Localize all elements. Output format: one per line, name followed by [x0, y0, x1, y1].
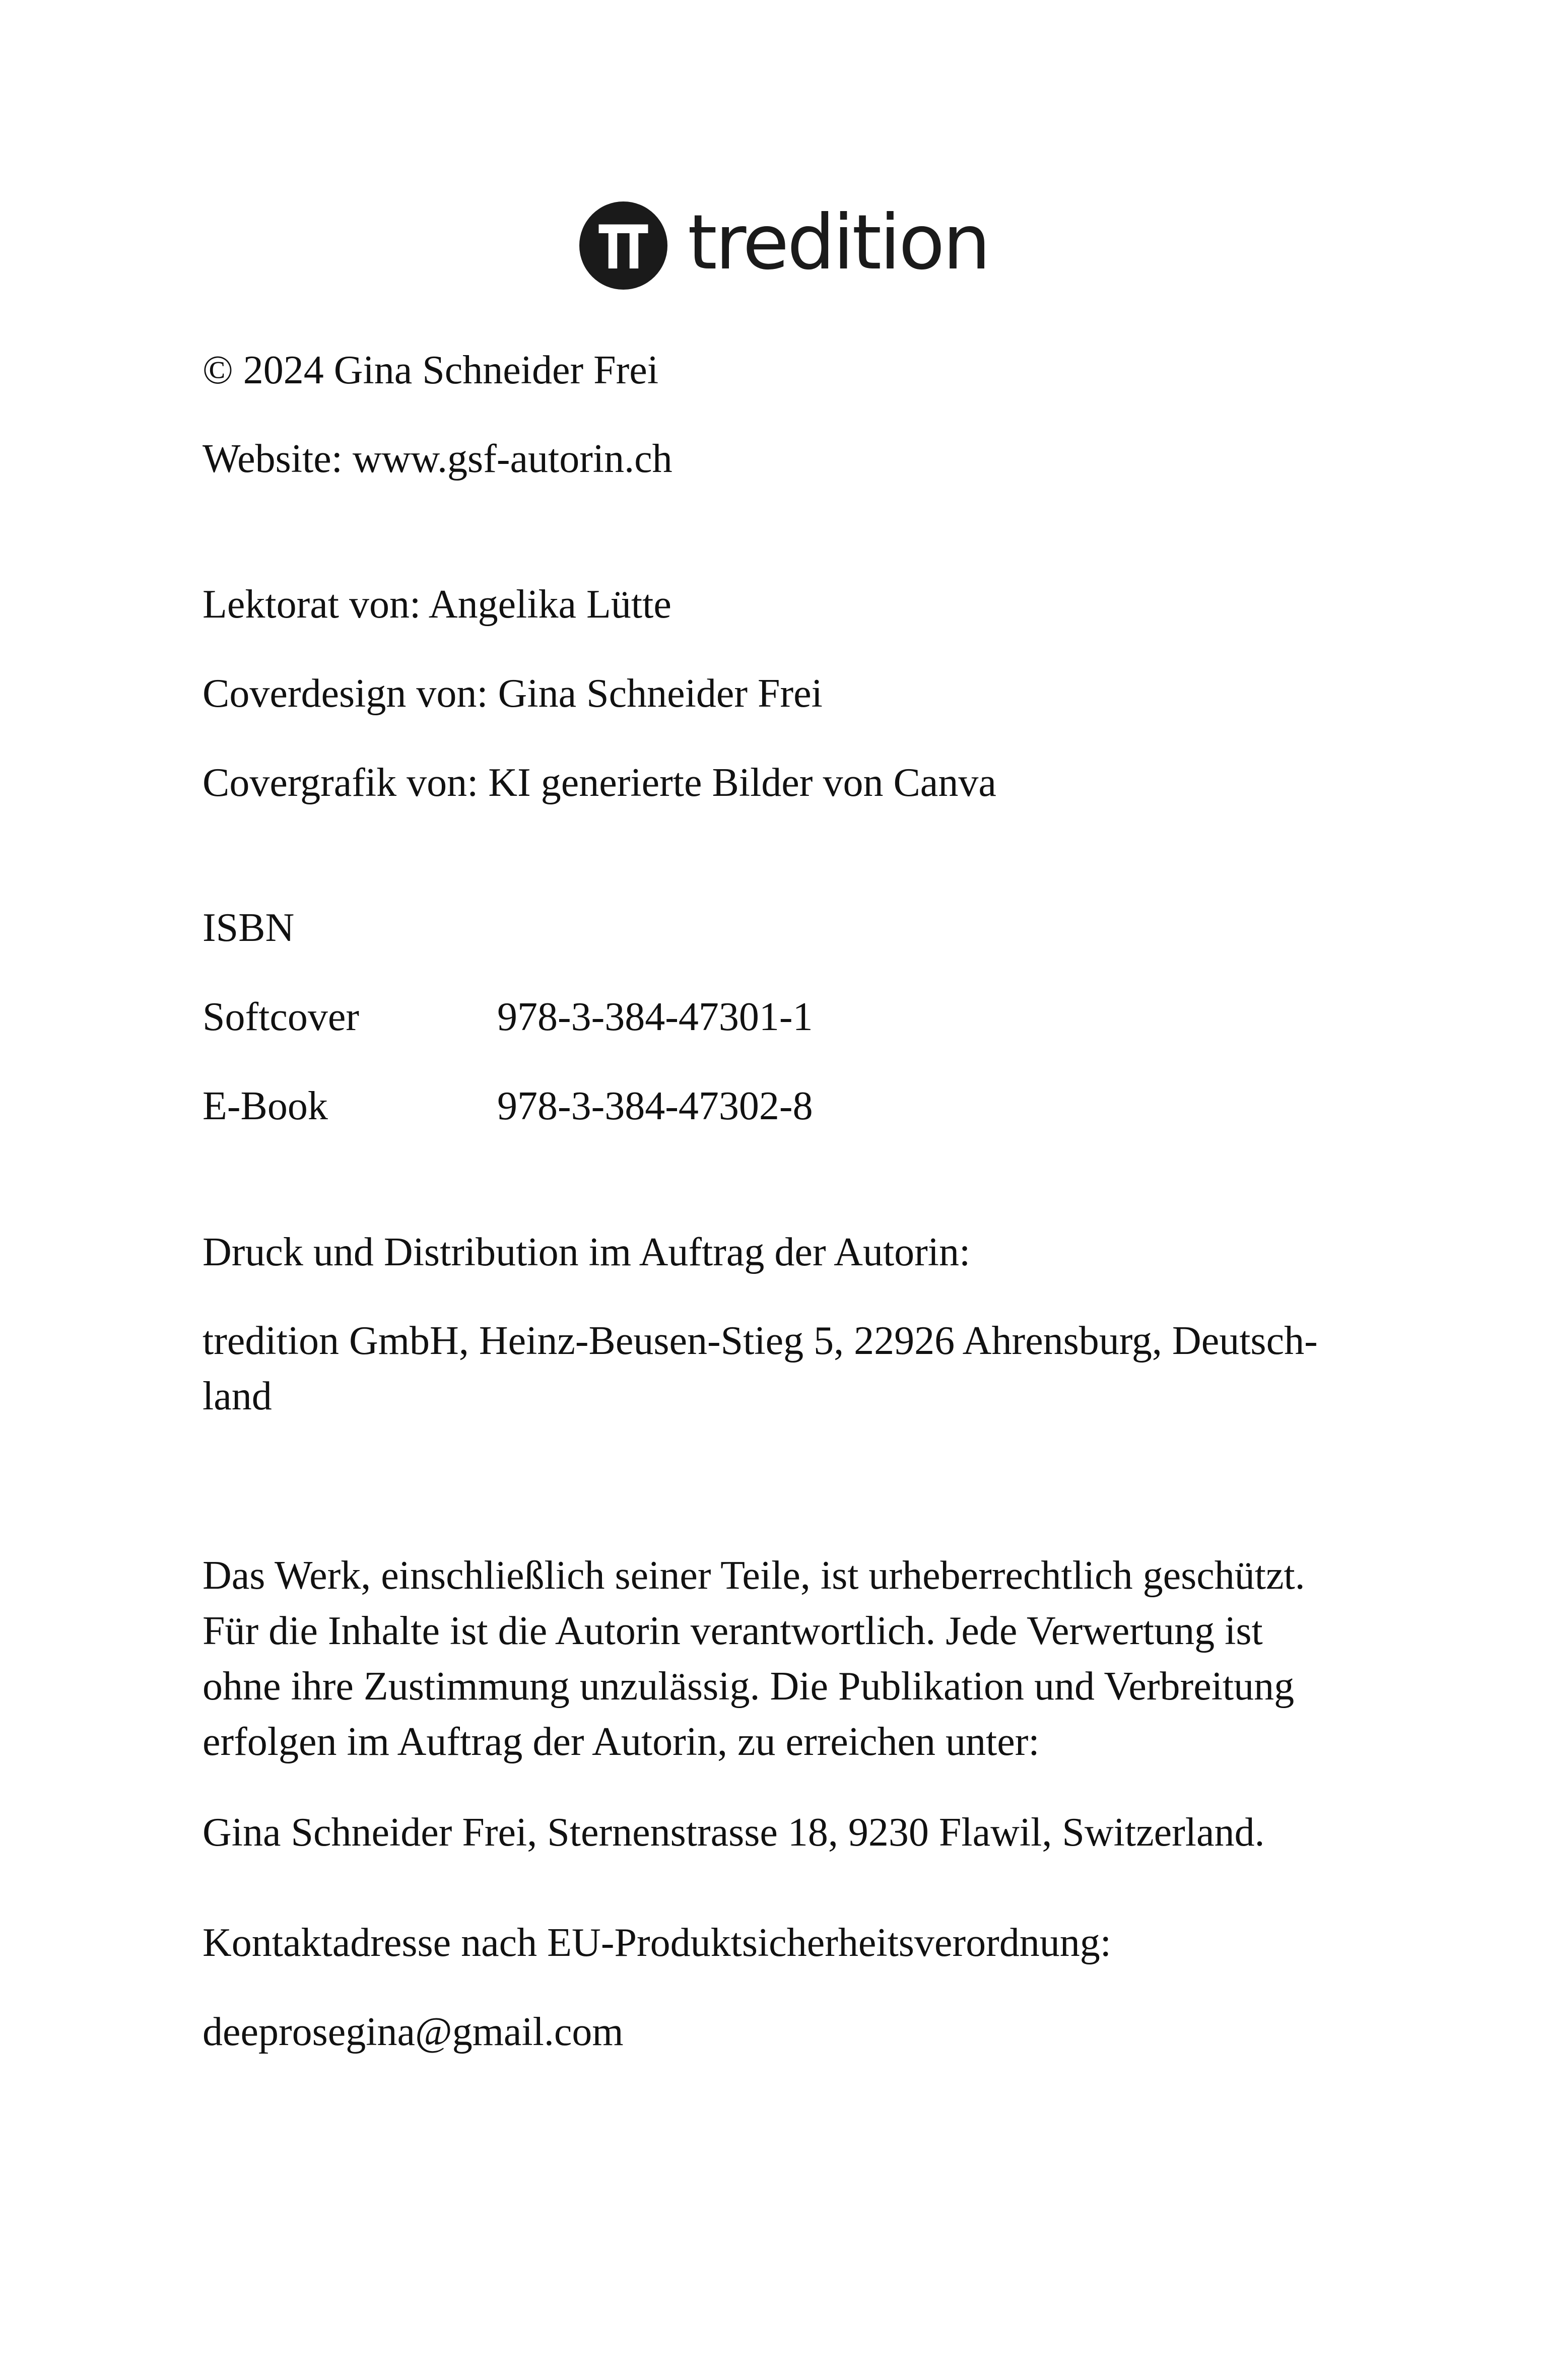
coverdesign-line: Coverdesign von: Gina Schneider Frei — [203, 671, 823, 716]
tredition-logo-icon — [579, 201, 667, 290]
legal-line: Das Werk, einschließlich seiner Teile, ist urheberrechtlich geschützt. — [203, 1553, 1305, 1598]
isbn-value: 978-3-384-47301-1 — [497, 995, 813, 1039]
contact-email: deeprosegina@gmail.com — [203, 2010, 624, 2054]
isbn-heading: ISBN — [203, 906, 295, 950]
isbn-label: E-Book — [203, 1084, 328, 1128]
isbn-value: 978-3-384-47302-8 — [497, 1084, 813, 1128]
contact-heading: Kontaktadresse nach EU-Produktsicherheitsverordnung: — [203, 1921, 1111, 1965]
publisher-logo — [579, 198, 989, 290]
legal-line: ohne ihre Zustimmung unzulässig. Die Publikation und Verbreitung — [203, 1664, 1295, 1709]
distribution-address — [203, 1313, 1361, 1424]
website-line: Website: www.gsf-autorin.ch — [203, 437, 672, 481]
legal-paragraph — [203, 1548, 1361, 1770]
covergrafik-line: Covergrafik von: KI generierte Bilder von Canva — [203, 761, 996, 805]
address-line: land — [203, 1374, 272, 1418]
address-line: tredition GmbH, Heinz-Beusen-Stieg 5, 22926 Ahrensburg, Deutsch- — [203, 1319, 1318, 1363]
isbn-row-ebook — [203, 1078, 813, 1134]
copyright-line: © 2024 Gina Schneider Frei — [203, 348, 659, 392]
author-address: Gina Schneider Frei, Sternenstrasse 18, 9230 Flawil, Switzerland. — [203, 1810, 1265, 1855]
legal-line: Für die Inhalte ist die Autorin verantwortlich. Jede Verwertung ist — [203, 1609, 1263, 1653]
lektorat-line: Lektorat von: Angelika Lütte — [203, 582, 671, 627]
distribution-heading: Druck und Distribution im Auftrag der Autorin: — [203, 1230, 971, 1274]
logo-wordmark: tredition — [688, 198, 989, 287]
isbn-label: Softcover — [203, 995, 360, 1039]
legal-line: erfolgen im Auftrag der Autorin, zu erreichen unter: — [203, 1720, 1040, 1764]
isbn-row-softcover — [203, 989, 813, 1045]
